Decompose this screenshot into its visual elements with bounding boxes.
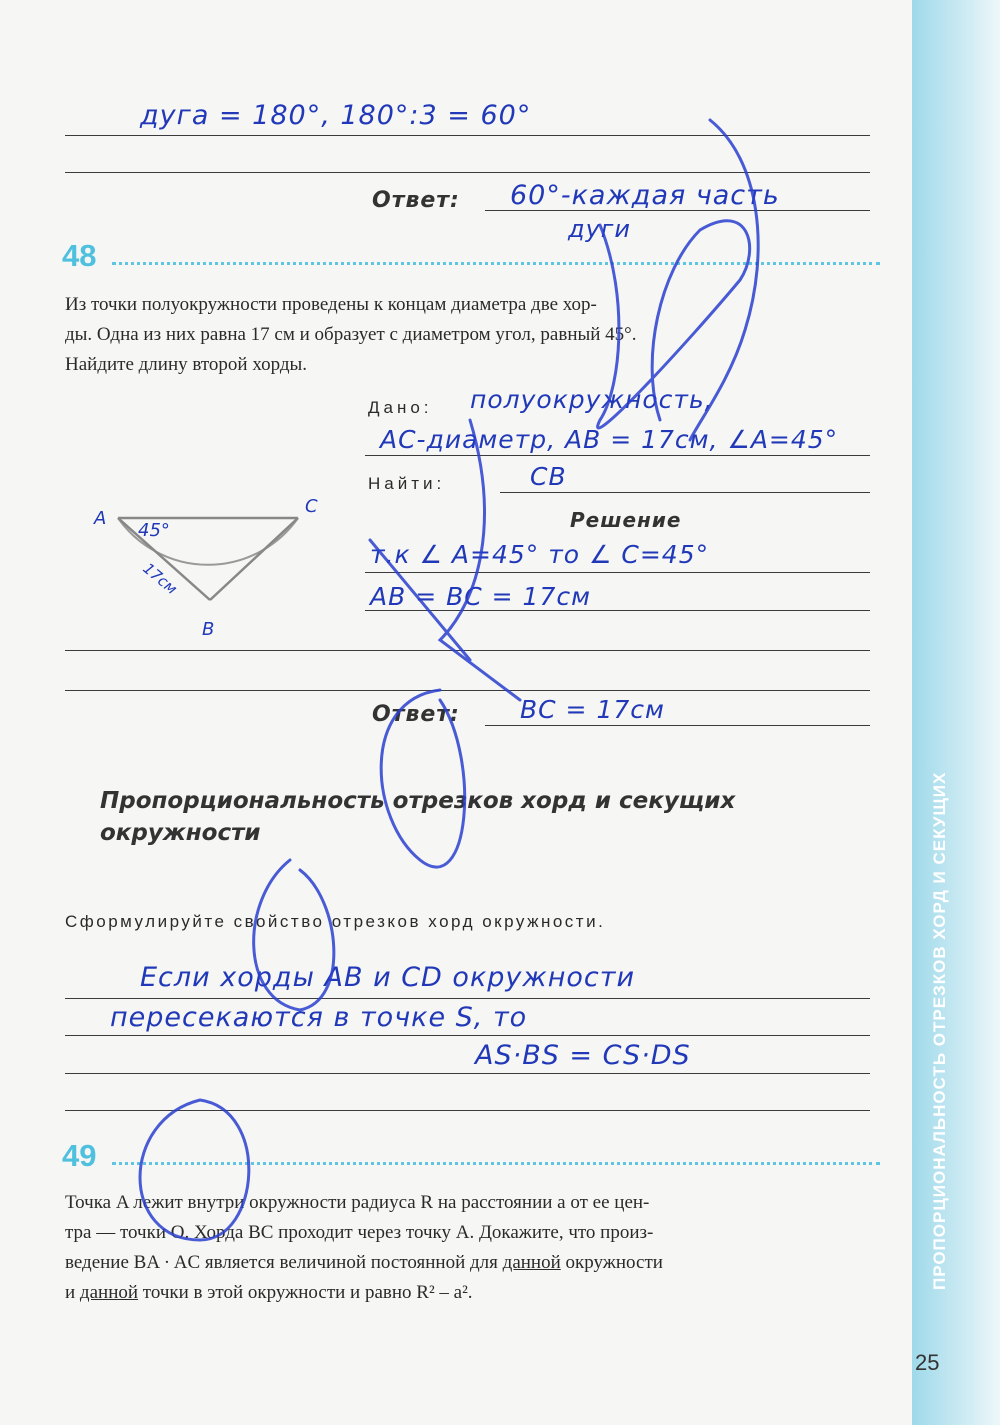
task49-line [65,1248,880,1278]
label-c: C [305,496,318,517]
section-rule [65,1035,870,1036]
given-rule [365,455,870,456]
page-number: 25 [915,1350,940,1375]
hand-property-2: пересекаются в точке S, то [110,1002,528,1033]
section-rule [65,1110,870,1111]
hand-property-3: AS·BS = CS·DS [475,1040,691,1071]
task49-fragment: окружности [560,1252,663,1273]
task48-line: ды. Одна из них равна 17 см и образует с диаметром угол, равный 45°. [65,324,637,345]
task-number-48: 48 [62,238,97,273]
solution-rule [365,572,870,573]
side-label: 17см [139,559,181,598]
hand-given-2: AC-диаметр, AB = 17см, ∠A=45° [380,425,839,454]
section-prompt: Сформулируйте свойство отрезков хорд окружности. [65,912,606,931]
find-label: Найти: [368,474,446,493]
task48-line: Из точки полуокружности проведены к концам диаметра две хор- [65,294,597,315]
task-divider [112,1162,880,1165]
hand-find: CB [530,462,567,491]
label-a: A [94,508,107,529]
sidebar-title: ПРОПОРЦИОНАЛЬНОСТЬ ОТРЕЗКОВ ХОРД И СЕКУЩИХ [930,771,949,1290]
sidebar-band [912,0,1000,1425]
answer-rule [485,210,870,211]
find-rule [500,492,870,493]
task-number-49: 49 [62,1138,97,1173]
task48-line: Найдите длину второй хорды. [65,354,308,375]
answer-label-48: Ответ: [372,702,460,727]
solution-rule [65,650,870,651]
hand-answer-48: BC = 17см [520,695,665,724]
angle-label: 45° [138,520,170,541]
task49-line: Точка A лежит внутри окружности радиуса R на расстоянии a от ее цен- [65,1192,650,1213]
section-rule [65,1073,870,1074]
section-title: Пропорциональность отрезков хорд и секущих окружности [100,788,736,846]
label-b: B [202,619,215,640]
task49-underlined: данной [79,1282,139,1303]
hand-solution-2: AB = BC = 17см [370,582,591,611]
task49-fragment: и [65,1282,80,1303]
task-divider [112,262,880,265]
task49-text [65,1188,880,1308]
section-rule [65,998,870,999]
task49-underlined: данной [502,1252,561,1273]
task49-line: тра — точки O. Хорда BC проходит через точку A. Докажите, что произ- [65,1222,654,1243]
task49-fragment: точки в этой окружности и равно R² – a². [138,1282,473,1303]
task49-line [65,1278,880,1308]
answer-rule [485,725,870,726]
solution-rule [65,690,870,691]
hand-given-1: полуокружность, [470,385,714,414]
hand-answer-2: дуги [568,215,632,243]
answer-label: Ответ: [372,188,460,213]
solution-label: Решение [570,508,682,532]
solution-rule [365,610,870,611]
chord-bc [210,518,298,600]
hand-property-1: Если хорды AB и CD окружности [140,962,635,993]
hand-solution-1: т.к ∠ A=45° то ∠ C=45° [370,540,710,569]
given-label: Дано: [368,398,433,417]
triangle-figure [80,490,340,650]
answer-rule [65,135,870,136]
hand-arc-calc: дуга = 180°, 180°:3 = 60° [140,100,532,131]
task48-text [65,290,880,380]
answer-rule [65,172,870,173]
hand-answer: 60°-каждая часть [510,180,780,211]
task49-fragment: ведение BA · AC является величиной постоянной для [65,1252,503,1273]
